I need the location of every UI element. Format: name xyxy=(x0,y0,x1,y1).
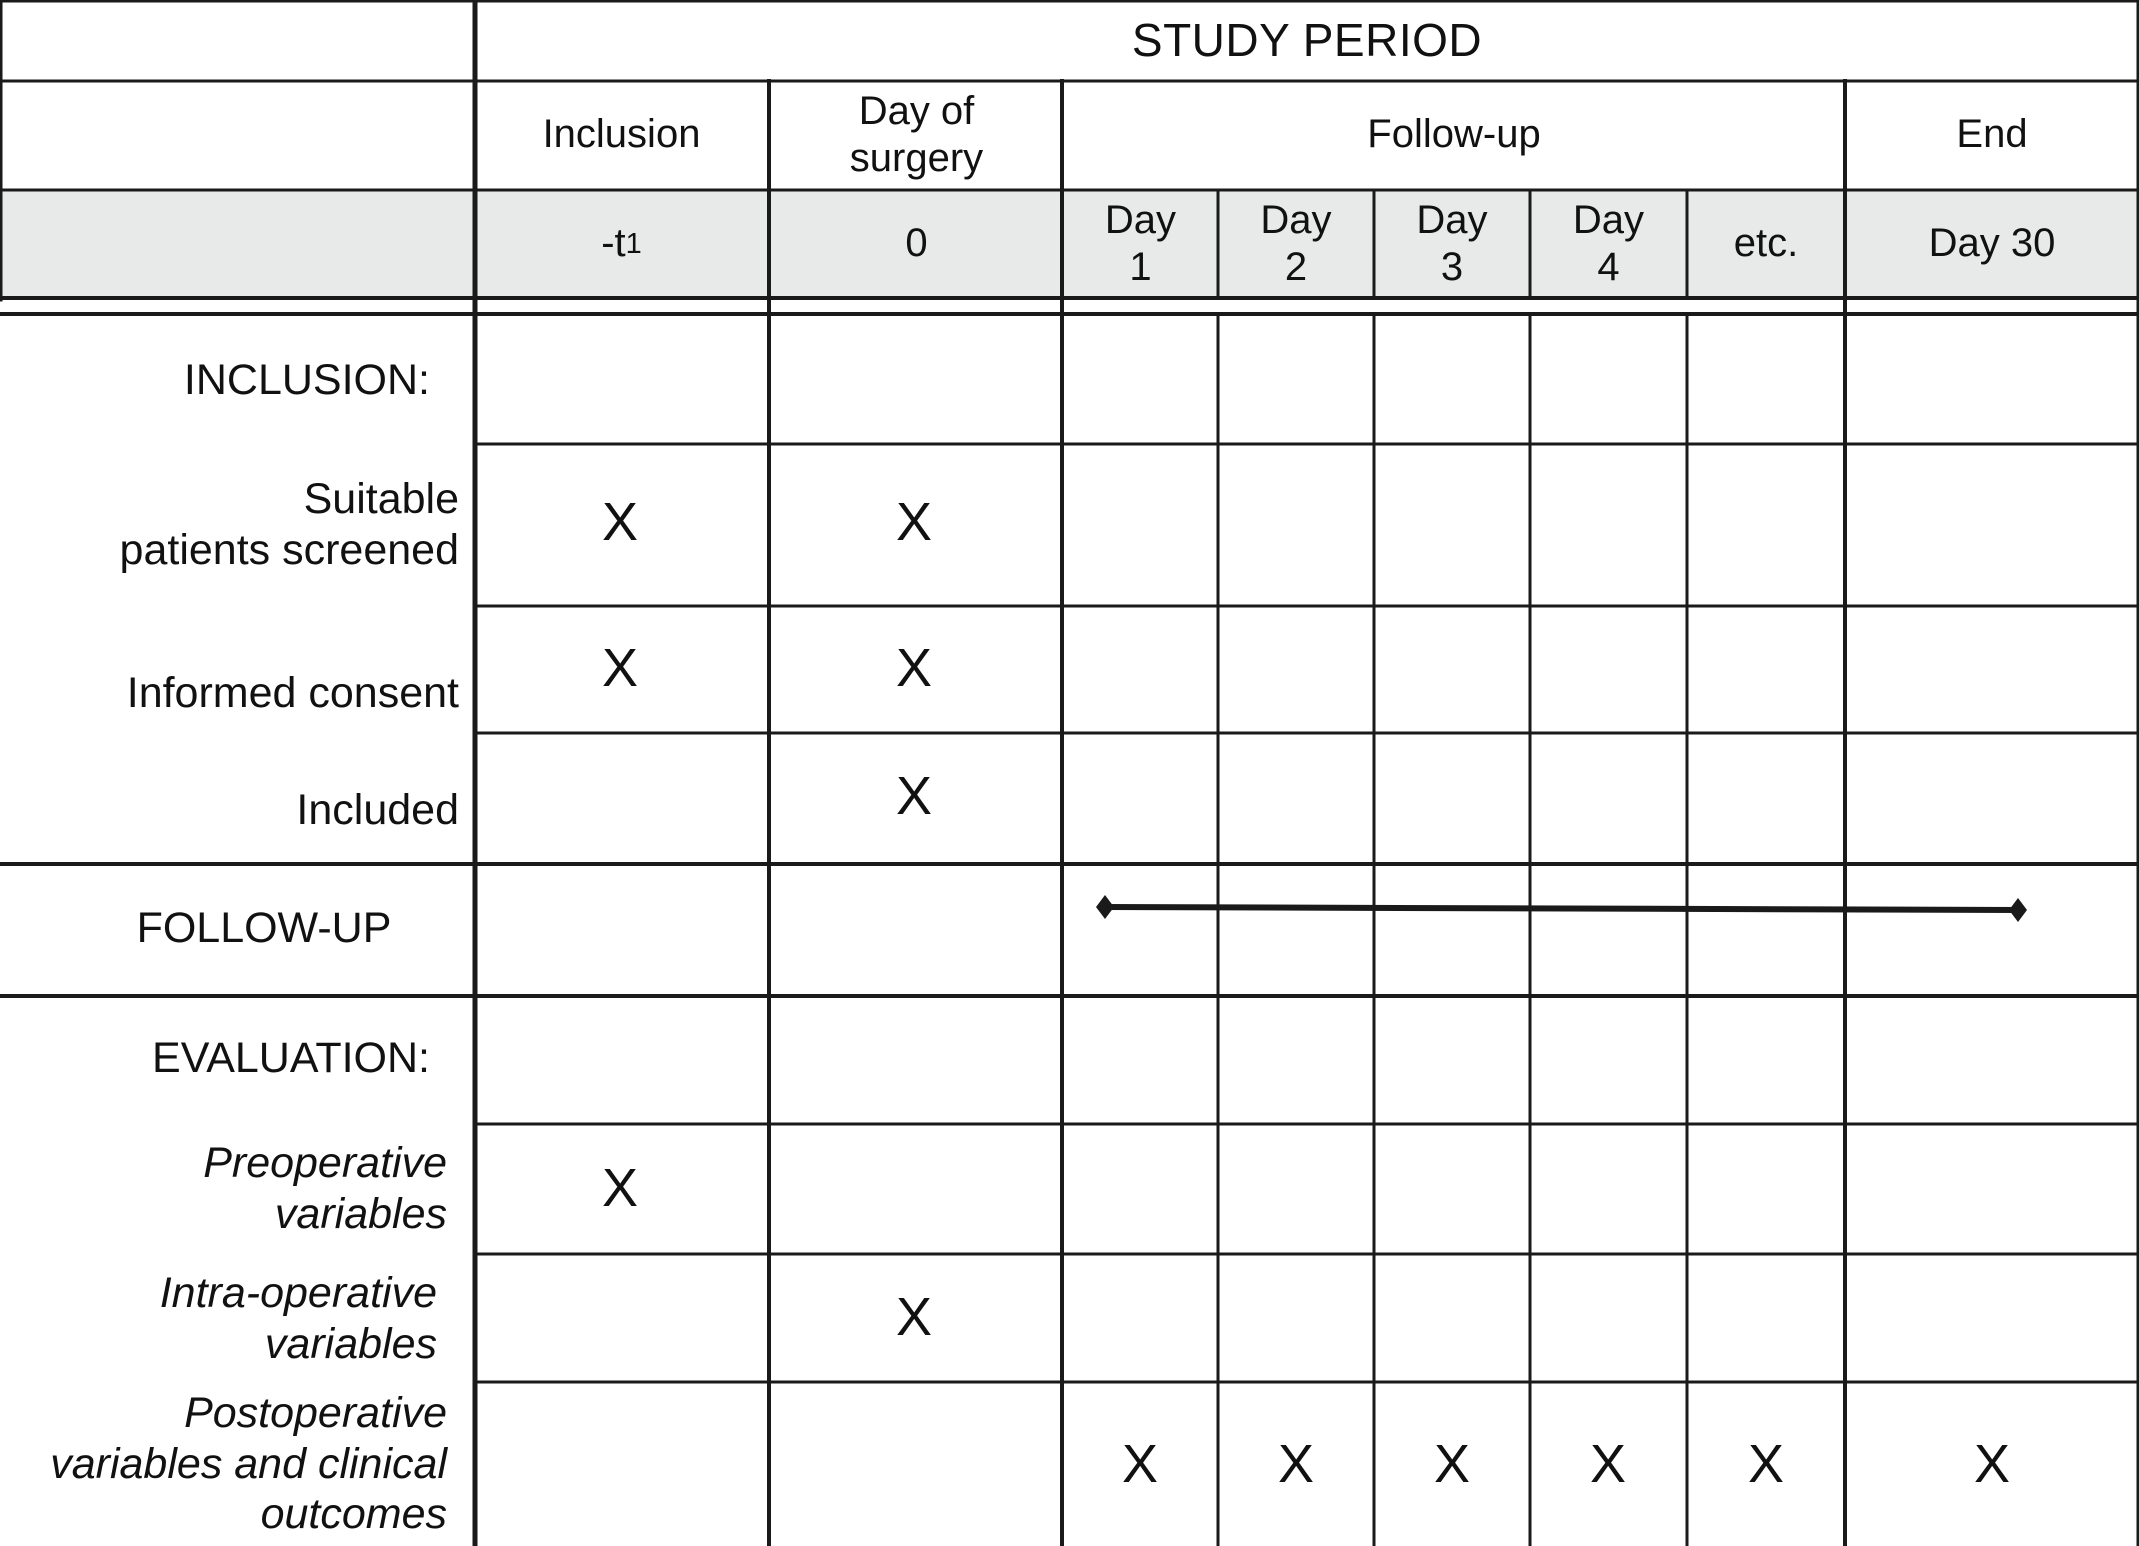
phase-follow-up: Follow-up xyxy=(1367,112,1541,157)
phase-end: End xyxy=(1956,112,2028,157)
evaluation-row-3-col-8-mark: X xyxy=(1973,1434,2011,1494)
follow-up-span-line xyxy=(1105,907,2018,910)
evaluation-row-3-col-4-mark: X xyxy=(1277,1434,1315,1494)
inclusion-row-1-col-2-mark: X xyxy=(895,492,933,552)
evaluation-section-title: EVALUATION: xyxy=(152,1034,430,1083)
timepoint-day-30: Day 30 xyxy=(1928,221,2056,266)
row-label-postoperative-variables-and-clinical-outcomes: Postoperative variables and clinical outcomes xyxy=(50,1388,447,1539)
row-label-preoperative-variables: Preoperative variables xyxy=(203,1139,447,1238)
follow-up-start-diamond xyxy=(1096,895,1114,919)
evaluation-row-1-col-1-mark: X xyxy=(601,1158,639,1218)
timepoint-etc: etc. xyxy=(1733,221,1799,266)
inclusion-row-2-col-1-mark: X xyxy=(601,638,639,698)
timepoint-day-1: Day 1 xyxy=(1104,197,1177,289)
evaluation-row-2-col-2-mark: X xyxy=(895,1287,933,1347)
evaluation-row-3-col-7-mark: X xyxy=(1747,1434,1785,1494)
row-label-included: Included xyxy=(296,785,459,834)
timepoint-day-2: Day 2 xyxy=(1260,197,1332,289)
timepoint-day-of-surgery: 0 xyxy=(905,221,928,266)
phase-day-of-surgery: Day of surgery xyxy=(849,88,984,180)
phase-inclusion: Inclusion xyxy=(542,112,701,157)
follow-up-section-title: FOLLOW-UP xyxy=(136,904,392,953)
follow-up-duration-arrow xyxy=(1096,895,2027,922)
timepoint-inclusion-subscript: 1 xyxy=(625,227,642,260)
follow-up-end-diamond xyxy=(2009,898,2027,922)
timepoint-day-3: Day 3 xyxy=(1416,197,1488,289)
study-period-title: STUDY PERIOD xyxy=(1131,13,1483,66)
evaluation-row-3-col-3-mark: X xyxy=(1121,1434,1159,1494)
inclusion-row-2-col-2-mark: X xyxy=(895,638,933,698)
inclusion-row-3-col-2-mark: X xyxy=(895,766,933,826)
evaluation-row-3-col-5-mark: X xyxy=(1433,1434,1471,1494)
row-label-informed-consent: Informed consent xyxy=(126,668,459,717)
evaluation-row-3-col-6-mark: X xyxy=(1589,1434,1627,1494)
timepoint-inclusion-prefix: -t xyxy=(601,221,626,266)
timepoint-inclusion xyxy=(475,190,768,298)
row-label-intra-operative-variables: Intra-operative variables xyxy=(159,1269,437,1368)
inclusion-row-1-col-1-mark: X xyxy=(601,492,639,552)
inclusion-section-title: INCLUSION: xyxy=(183,356,430,405)
timepoint-day-4: Day 4 xyxy=(1572,197,1645,289)
row-label-suitable-patients-screened: Suitable patients screened xyxy=(119,475,459,574)
